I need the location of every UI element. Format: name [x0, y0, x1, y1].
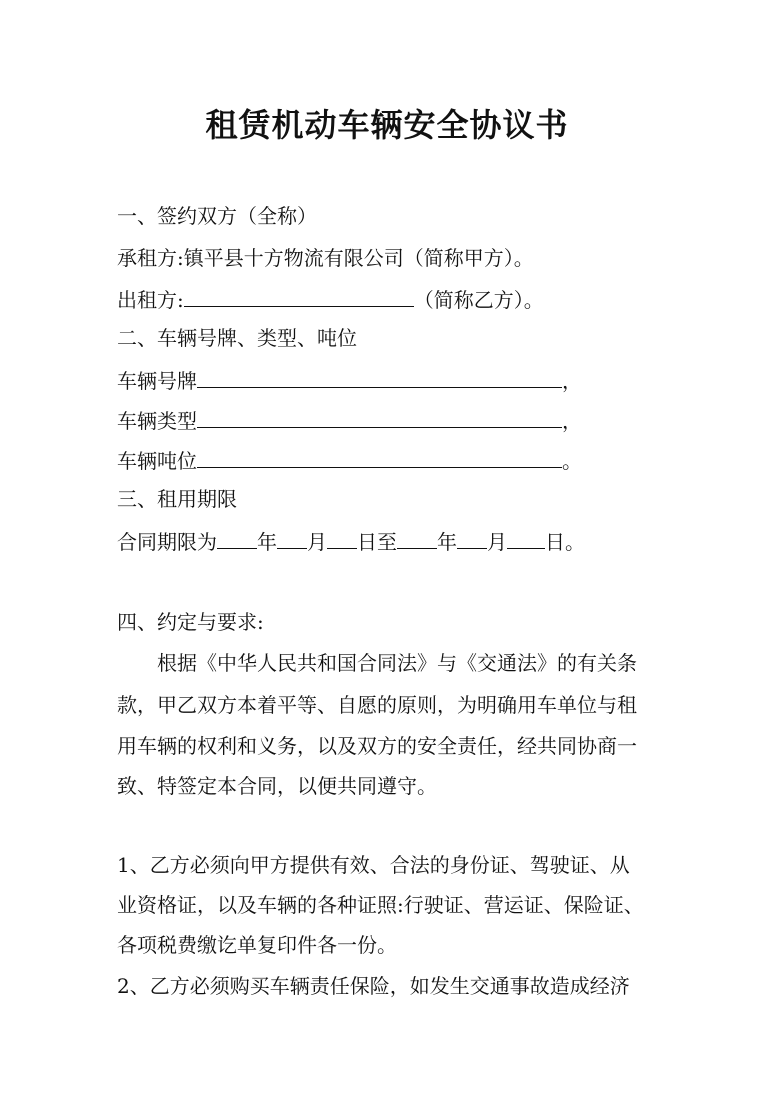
tonnage-end: 。	[562, 449, 582, 473]
end-year-blank[interactable]	[397, 526, 437, 549]
plate-blank[interactable]	[197, 365, 562, 388]
item1-line-3: 各项税费缴讫单复印件各一份。	[117, 933, 397, 957]
lessor-blank[interactable]	[184, 284, 414, 307]
start-year-label: 年	[257, 530, 277, 554]
end-day-blank[interactable]	[507, 526, 545, 549]
item2-line-1: 2、乙方必须购买车辆责任保险，如发生交通事故造成经济	[117, 974, 630, 998]
tonnage-line	[117, 445, 582, 476]
lessee-label: 承租方:	[117, 246, 184, 270]
type-label: 车辆类型	[117, 409, 197, 433]
lessor-label: 出租方:	[117, 288, 184, 312]
section1-heading: 一、签约双方（全称）	[117, 204, 317, 228]
tonnage-blank[interactable]	[197, 445, 562, 468]
section3-heading: 三、租用期限	[117, 487, 237, 511]
document-title: 租赁机动车辆安全协议书	[205, 106, 569, 144]
section2-heading: 二、车辆号牌、类型、吨位	[117, 326, 357, 350]
start-day-blank[interactable]	[327, 526, 357, 549]
end-month-label: 月	[487, 530, 507, 554]
plate-line	[117, 365, 582, 396]
lessor-suffix: （简称乙方）。	[413, 288, 544, 312]
intro-line-1: 根据《中华人民共和国合同法》与《交通法》的有关条	[157, 651, 637, 675]
end-year-label: 年	[437, 530, 457, 554]
plate-end: ，	[562, 369, 582, 393]
end-day-label: 日。	[545, 530, 585, 554]
section4-heading: 四、约定与要求:	[117, 610, 264, 634]
lessee-line	[117, 243, 534, 273]
type-blank[interactable]	[197, 405, 562, 428]
item1-line-2: 业资格证，以及车辆的各种证照:行驶证、营运证、保险证、	[117, 893, 644, 917]
start-month-label: 月	[307, 530, 327, 554]
start-month-blank[interactable]	[277, 526, 307, 549]
term-line	[117, 526, 585, 557]
type-line	[117, 405, 582, 436]
lessor-line	[117, 284, 544, 315]
lessee-value: 镇平县十方物流有限公司（简称甲方）。	[183, 246, 534, 270]
item1-line-1: 1、乙方必须向甲方提供有效、合法的身份证、驾驶证、从	[117, 853, 630, 877]
intro-line-2: 款，甲乙双方本着平等、自愿的原则，为明确用车单位与租	[117, 693, 637, 717]
plate-label: 车辆号牌	[117, 369, 197, 393]
end-month-blank[interactable]	[457, 526, 487, 549]
tonnage-label: 车辆吨位	[117, 449, 197, 473]
intro-line-4: 致、特签定本合同，以便共同遵守。	[117, 774, 437, 798]
type-end: ，	[562, 409, 582, 433]
intro-line-3: 用车辆的权利和义务，以及双方的安全责任，经共同协商一	[117, 734, 637, 758]
start-day-to: 日至	[357, 530, 397, 554]
term-prefix: 合同期限为	[117, 530, 217, 554]
start-year-blank[interactable]	[217, 526, 257, 549]
